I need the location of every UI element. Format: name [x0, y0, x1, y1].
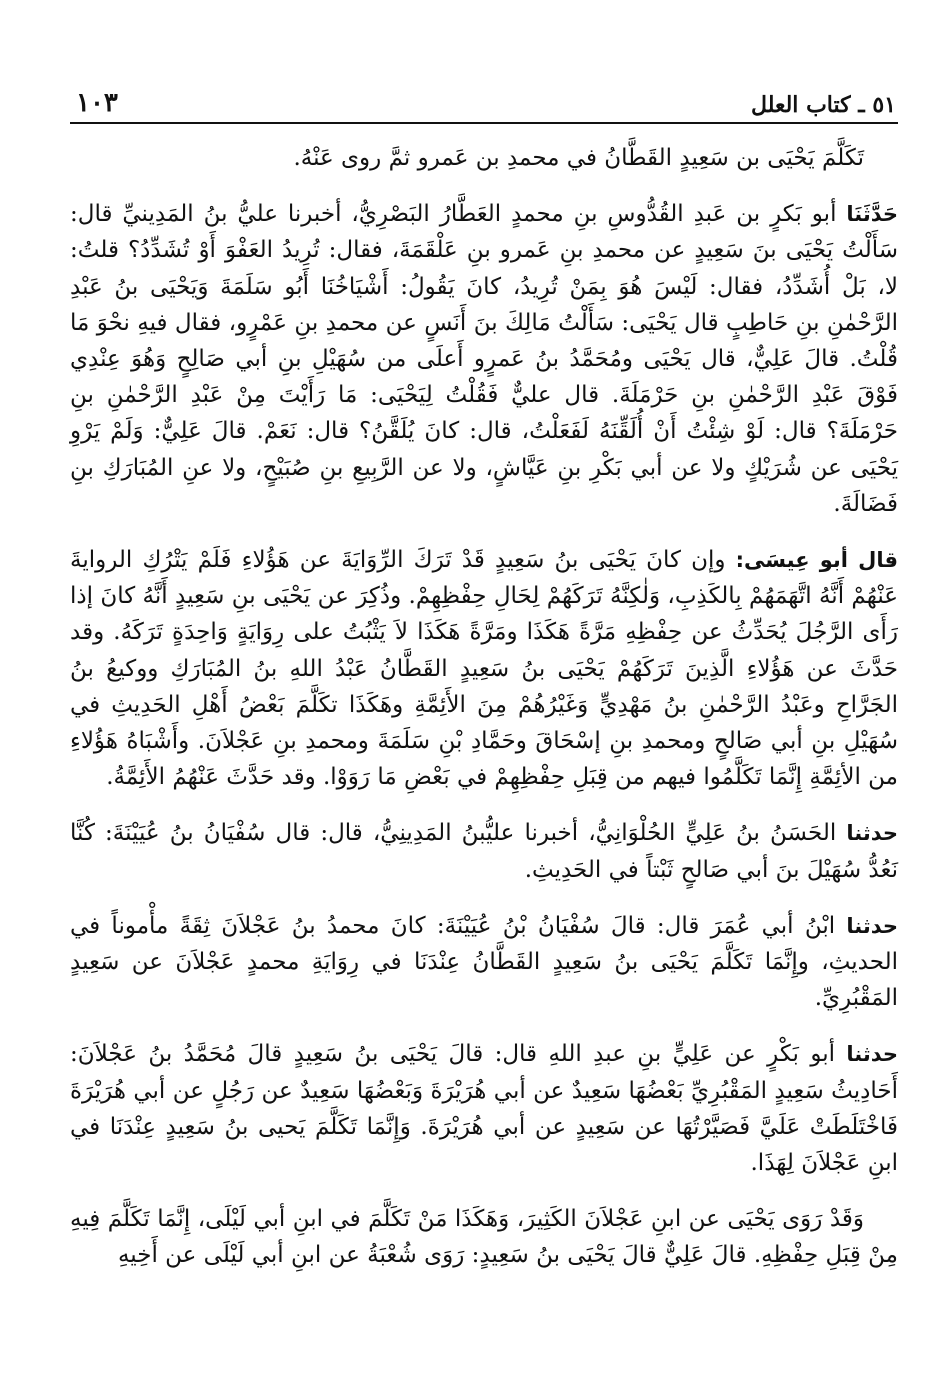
- paragraph: [70, 1036, 898, 1181]
- paragraph-lead: حدثنا: [846, 913, 899, 938]
- paragraph: [70, 140, 898, 176]
- page-number: ١٠٣: [76, 88, 118, 118]
- paragraph-text: ابْنُ أبي عُمَرَ قال: قالَ سُفْيَانُ بْنُ عُيَيْنَةَ: كانَ محمدُ بنُ عَجْلاَنَ ثِقَةً مأْموناً في الحديثِ، وإِنَّمَا تَكَلَّمَ يَحْيَى بنُ سَعِيدٍ القَطَّانُ عِنْدَنَا في رِوَايَةِ محمدٍ عَجْلاَنَ عن سَعِيدٍ المَقْبُرِيِّ.: [70, 912, 898, 1012]
- paragraph: [70, 1201, 898, 1273]
- document-page: [70, 0, 898, 1381]
- paragraph: [70, 196, 898, 522]
- paragraph-text: وَقَدْ رَوَى يَحْيَى عن ابنِ عَجْلاَنَ الكَثِيرَ، وَهَكَذَا مَنْ تَكَلَّمَ في ابنِ أبي لَيْلَى، إِنَّمَا تَكَلَّمَ فِيهِ مِنْ قِبَلِ حِفْظِهِ. قالَ عَلِيٌّ قالَ يَحْيَى بنُ سَعِيدٍ: رَوَى شُعْبَةُ عن ابنِ أبي لَيْلَى عن أَخِيهِ: [70, 1206, 898, 1269]
- paragraph: [70, 542, 898, 795]
- paragraph-text: أبو بَكْرٍ عن عَلِيٍّ بنِ عبدِ اللهِ قال: قالَ يَحْيَى بنُ سَعِيدٍ قالَ مُحَمَّدُ بنُ عَجْلاَنَ: أَحَادِيثُ سَعِيدٍ المَقْبُرِيِّ بَعْضُهَا سَعِيدٌ عن أبي هُرَيْرَةَ وَبَعْضُهَا سَعِيدٌ عن رَجُلٍ عن أبي هُرَيْرَةَ فَاخْتَلَطَتْ عَلَيَّ فَصَيَّرْتُهَا عن سَعِيدٍ عن أبي هُرَيْرَةَ. وَإِنَّمَا تَكَلَّمَ يَحيى بنُ سَعِيدٍ عِنْدَنَا في ابنِ عَجْلاَنَ لِهَذَا.: [70, 1041, 898, 1177]
- paragraph-lead: حَدَّثَنَا: [846, 202, 898, 227]
- paragraph-lead: حدثنا: [846, 821, 898, 846]
- paragraph-lead: حدثنا: [846, 1042, 899, 1067]
- paragraph-lead: قال أبو عِيسَى:: [735, 548, 898, 573]
- running-header: [70, 78, 898, 124]
- paragraph-text: تَكَلَّمَ يَحْيَى بن سَعِيدٍ القَطَّانُ في محمدِ بن عَمرو ثمَّ روى عَنْهُ.: [293, 145, 864, 171]
- paragraph: [70, 815, 898, 887]
- paragraph-text: أبو بَكرٍ بن عَبدِ القُدُّوسِ بنِ محمدٍ العَطَّارُ البَصْرِيُّ، أخبرنا عليُّ بنُ المَدِينيِّ قال: سَأَلْتُ يَحْيَى بنَ سَعِيدٍ عن محمدِ بنِ عَمرو بنِ عَلْقَمَةَ، فقال: تُرِيدُ العَفْوَ أَوْ تُشَدِّدُ؟ قلتُ: لا، بَلْ أُشَدِّدُ، فقال: لَيْسَ هُوَ بِمَنْ تُرِيدُ، كانَ يَقُولُ: أَشْيَاخُنَا أَبُو سَلَمَةَ وَيَحْيَى بنُ عَبْدِ الرَّحْمٰنِ بنِ حَاطِبٍ قال يَحْيَى: سَأَلْتُ مَالِكَ بنَ أَنَسٍ عن محمدِ بنِ عَمْرٍو، فقال فيهِ نحْوَ مَا قُلْتُ. قالَ عَلِيٌّ، قال يَحْيَى ومُحَمَّدُ بنُ عَمرٍو أَعلَى من سُهَيْلِ بنِ أبي صَالِحٍ وَهُوَ عِنْدِي فَوْقَ عَبْدِ الرَّحْمٰنِ بنِ حَرْمَلَةَ. قال عليٌّ فَقُلْتُ لِيَحْيَى: مَا رَأَيْتَ مِنْ عَبْدِ الرَّحْمٰنِ بنِ حَرْمَلَةَ؟ قال: لَوْ شِئْتُ أَنْ أُلَقِّنَهُ لَفَعَلْتُ، قال: كانَ يُلَقَّنُ؟ قال: نَعَمْ. قالَ عَلِيٌّ: وَلَمْ يَرْوِ يَحْيَى عن شُرَيْكٍ ولا عن أبي بَكْرِ بنِ عَيَّاشٍ، ولا عن الرَّبِيعِ بنِ صُبَيْحٍ، ولا عنِ المُبَارَكِ بنِ فَضَالَةَ.: [70, 201, 898, 517]
- chapter-title: ٥١ ـ كتاب العلل: [751, 92, 896, 118]
- paragraph-text: الحَسَنُ بنُ عَلِيٍّ الحُلْوَانِيُّ، أخبرنا عليُّبنُ المَدِينِيُّ، قال: قال سُفْيَانُ بنُ عُيَيْنَةَ: كُنَّا نَعُدُّ سُهَيْلَ بنَ أبي صَالحٍ ثَبْتاً في الحَدِيثِ.: [70, 820, 898, 883]
- paragraph: [70, 908, 898, 1017]
- paragraph-text: وإن كانَ يَحْيَى بنُ سَعِيدٍ قَدْ تَرَكَ الرِّوَايَةَ عن هَؤُلاءِ فَلَمْ يَتْرُكِ الروايةَ عَنْهُمْ أَنَّهُ اتَّهَمَهُمْ بِالكَذِبِ، وَلٰكِنَّهُ تَرَكَهُمْ لِحَالِ حِفْظِهِمْ. وذُكِرَ عن يَحْيَى بنِ سَعِيدٍ أَنَّهُ كانَ إذا رَأَى الرَّجُلَ يُحَدِّثُ عن حِفْظِهِ مَرَّةً هَكَذَا ومَرَّةً هَكَذَا لاَ يَثْبُتُ على رِوَايَةٍ وَاحِدَةٍ تَرَكَهُ. وقد حَدَّثَ عن هَؤُلاءِ الَّذِينَ تَرَكَهُمْ يَحْيَى بنُ سَعِيدٍ القَطَّانُ عَبْدُ اللهِ بنُ المُبَارَكِ ووكيعُ بنُ الجَرَّاحِ وعَبْدُ الرَّحْمٰنِ بنُ مَهْدِيٍّ وَغَيْرُهُمْ مِنَ الأَئِمَّةِ وهَكَذَا تكَلَّمَ بَعْضُ أَهْلِ الحَدِيثِ في سُهَيْلِ بنِ أبي صَالحٍ ومحمدِ بنِ إسْحَاقَ وحَمَّادِ بْنِ سَلَمَةَ ومحمدِ بنِ عَجْلاَنَ. وأَشْبَاهُ هَؤُلاءِ من الأئِمَّةِ إِنَّمَا تَكَلَّمُوا فيهم من قِبَلِ حِفْظِهِمْ في بَعْضِ مَا رَوَوْا. وقد حَدَّثَ عَنْهُمُ الأَئِمَّةُ.: [70, 547, 898, 791]
- document-body: [70, 140, 898, 1294]
